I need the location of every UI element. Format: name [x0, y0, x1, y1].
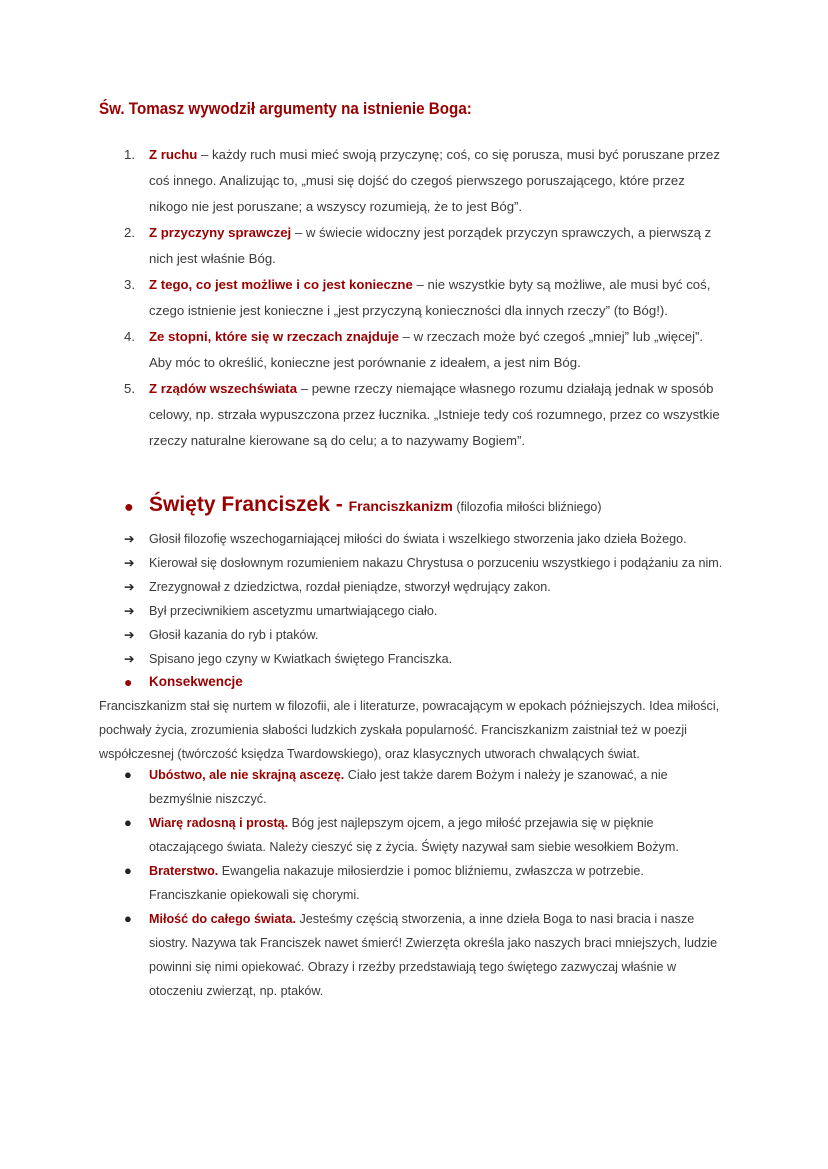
arguments-list — [124, 142, 724, 454]
list-item — [124, 859, 724, 907]
section-title: Święty Franciszek - — [149, 493, 349, 516]
list-item-text: Zrezygnował z dziedzictwa, rozdał pieniądze, stworzył wędrujący zakon. — [149, 580, 551, 594]
bullet-icon: ● — [124, 815, 132, 830]
list-item-text: Głosił kazania do ryb i ptaków. — [149, 628, 319, 642]
argument-text: – pewne rzeczy niemające własnego rozumu działają jednak w sposób celowy, np. strzała wypuszczona przez łucznika. „Istnieje tedy coś rozumnego, przez co wszystkie rzeczy naturalne kierowane są do celu; a to nazywamy Bogiem”. — [149, 381, 720, 448]
list-item — [124, 575, 722, 599]
point-text: Jesteśmy częścią stworzenia, a inne dzieła Boga to nasi bracia i nasze siostry. Nazywa tak Franciszek nawet śmierć! Zwierzęta określa jako naszych braci mniejszych, ludzie powinni się nimi opiekować. Obrazy i rzeźby przedstawiają tego świętego zazwyczaj właśnie w otoczeniu zwierząt, np. ptaków. — [149, 912, 718, 998]
section-heading-franciszek — [124, 493, 814, 517]
argument-item — [124, 142, 724, 220]
bullet-icon: ● — [124, 767, 132, 782]
arrow-right-icon: ➔ — [124, 628, 135, 642]
list-item-text: Był przeciwnikiem ascetyzmu umartwiającego ciało. — [149, 604, 438, 618]
argument-item — [124, 324, 724, 376]
konsekwencje-label: Konsekwencje — [149, 674, 243, 689]
argument-title: Z tego, co jest możliwe i co jest konieczne — [149, 277, 413, 292]
argument-title: Z rządów wszechświata — [149, 381, 298, 396]
bullet-icon: ● — [124, 499, 134, 516]
list-item — [124, 907, 724, 1003]
list-item-text: Głosił filozofię wszechogarniającej miłości do świata i wszelkiego stworzenia jako dzieła Bożego. — [149, 532, 687, 546]
argument-text: – nie wszystkie byty są możliwe, ale musi być coś, czego istnienie jest konieczne i „jest przyczyną konieczności dla innych rzeczy” (to Bóg!). — [149, 277, 711, 318]
argument-title: Ze stopni, które się w rzeczach znajduje — [149, 329, 399, 344]
argument-number: 3. — [124, 277, 135, 292]
point-title: Wiarę radosną i prostą. — [149, 816, 289, 830]
argument-title: Z ruchu — [149, 147, 198, 162]
list-item — [124, 599, 722, 623]
list-item — [124, 763, 724, 811]
argument-title: Z przyczyny sprawczej — [149, 225, 292, 240]
section-subtitle-note: (filozofia miłości bliźniego) — [452, 500, 602, 514]
point-text: Ciało jest także darem Bożym i należy je szanować, a nie bezmyślnie niszczyć. — [149, 768, 668, 806]
facts-list — [124, 527, 722, 671]
argument-number: 5. — [124, 381, 135, 396]
bullet-icon: ● — [124, 863, 132, 878]
argument-item — [124, 376, 724, 454]
list-item — [124, 551, 722, 575]
arrow-right-icon: ➔ — [124, 652, 135, 666]
bullet-icon: ● — [124, 911, 132, 926]
point-text: Ewangelia nakazuje miłosierdzie i pomoc bliźniemu, zwłaszcza w potrzebie. Franciszkanie opiekowali się chorymi. — [149, 864, 644, 902]
section-heading-tomasz: Św. Tomasz wywodził argumenty na istnienie Boga: — [99, 100, 472, 118]
section-subtitle: Franciszkanizm — [348, 498, 453, 514]
list-item — [124, 647, 722, 671]
argument-number: 1. — [124, 147, 135, 162]
point-title: Miłość do całego świata. — [149, 912, 296, 926]
list-item — [124, 623, 722, 647]
argument-text: – w rzeczach może być czegoś „mniej” lub „więcej”. Aby móc to określić, konieczne jest porównanie z ideałem, a jest nim Bóg. — [149, 329, 704, 370]
point-text: Bóg jest najlepszym ojcem, a jego miłość przejawia się w pięknie otaczającego świata. Należy cieszyć się z życia. Święty nazywał sam siebie wesołkiem Bożym. — [149, 816, 679, 854]
argument-text: – w świecie widoczny jest porządek przyczyn sprawczych, a pierwszą z nich jest właśnie Bóg. — [149, 225, 712, 266]
arrow-right-icon: ➔ — [124, 556, 135, 570]
list-item-text: Spisano jego czyny w Kwiatkach świętego Franciszka. — [149, 652, 453, 666]
arrow-right-icon: ➔ — [124, 604, 135, 618]
bullet-icon: ● — [124, 674, 133, 690]
argument-item — [124, 220, 724, 272]
list-item — [124, 527, 722, 551]
argument-number: 4. — [124, 329, 135, 344]
values-list — [124, 763, 724, 1003]
arrow-right-icon: ➔ — [124, 532, 135, 546]
list-item-text: Kierował się dosłownym rozumieniem nakazu Chrystusa o porzuceniu wszystkiego i podążaniu za nim. — [149, 556, 723, 570]
argument-item — [124, 272, 724, 324]
point-title: Ubóstwo, ale nie skrajną ascezę. — [149, 768, 345, 782]
konsekwencje-heading — [124, 670, 243, 694]
konsekwencje-paragraph: Franciszkanizm stał się nurtem w filozofii, ale i literaturze, powracającym w epokach późniejszych. Idea miłości, pochwały życia, zrozumienia słabości ludzkich zyskała popularność. Franciszkanizm zaistniał też w poezji współczesnej (twórczość księdza Twardowskiego), oraz klasycznych utworach chwalących świat. — [99, 699, 720, 761]
argument-text: – każdy ruch musi mieć swoją przyczynę; coś, co się porusza, musi być poruszane przez coś innego. Analizując to, „musi się dojść do czegoś pierwszego poruszającego, które przez nikogo nie jest poruszane; a wszyscy rozumieją, że to jest Bóg”. — [149, 147, 720, 214]
point-title: Braterstwo. — [149, 864, 219, 878]
arrow-right-icon: ➔ — [124, 580, 135, 594]
argument-number: 2. — [124, 225, 135, 240]
list-item — [124, 811, 724, 859]
